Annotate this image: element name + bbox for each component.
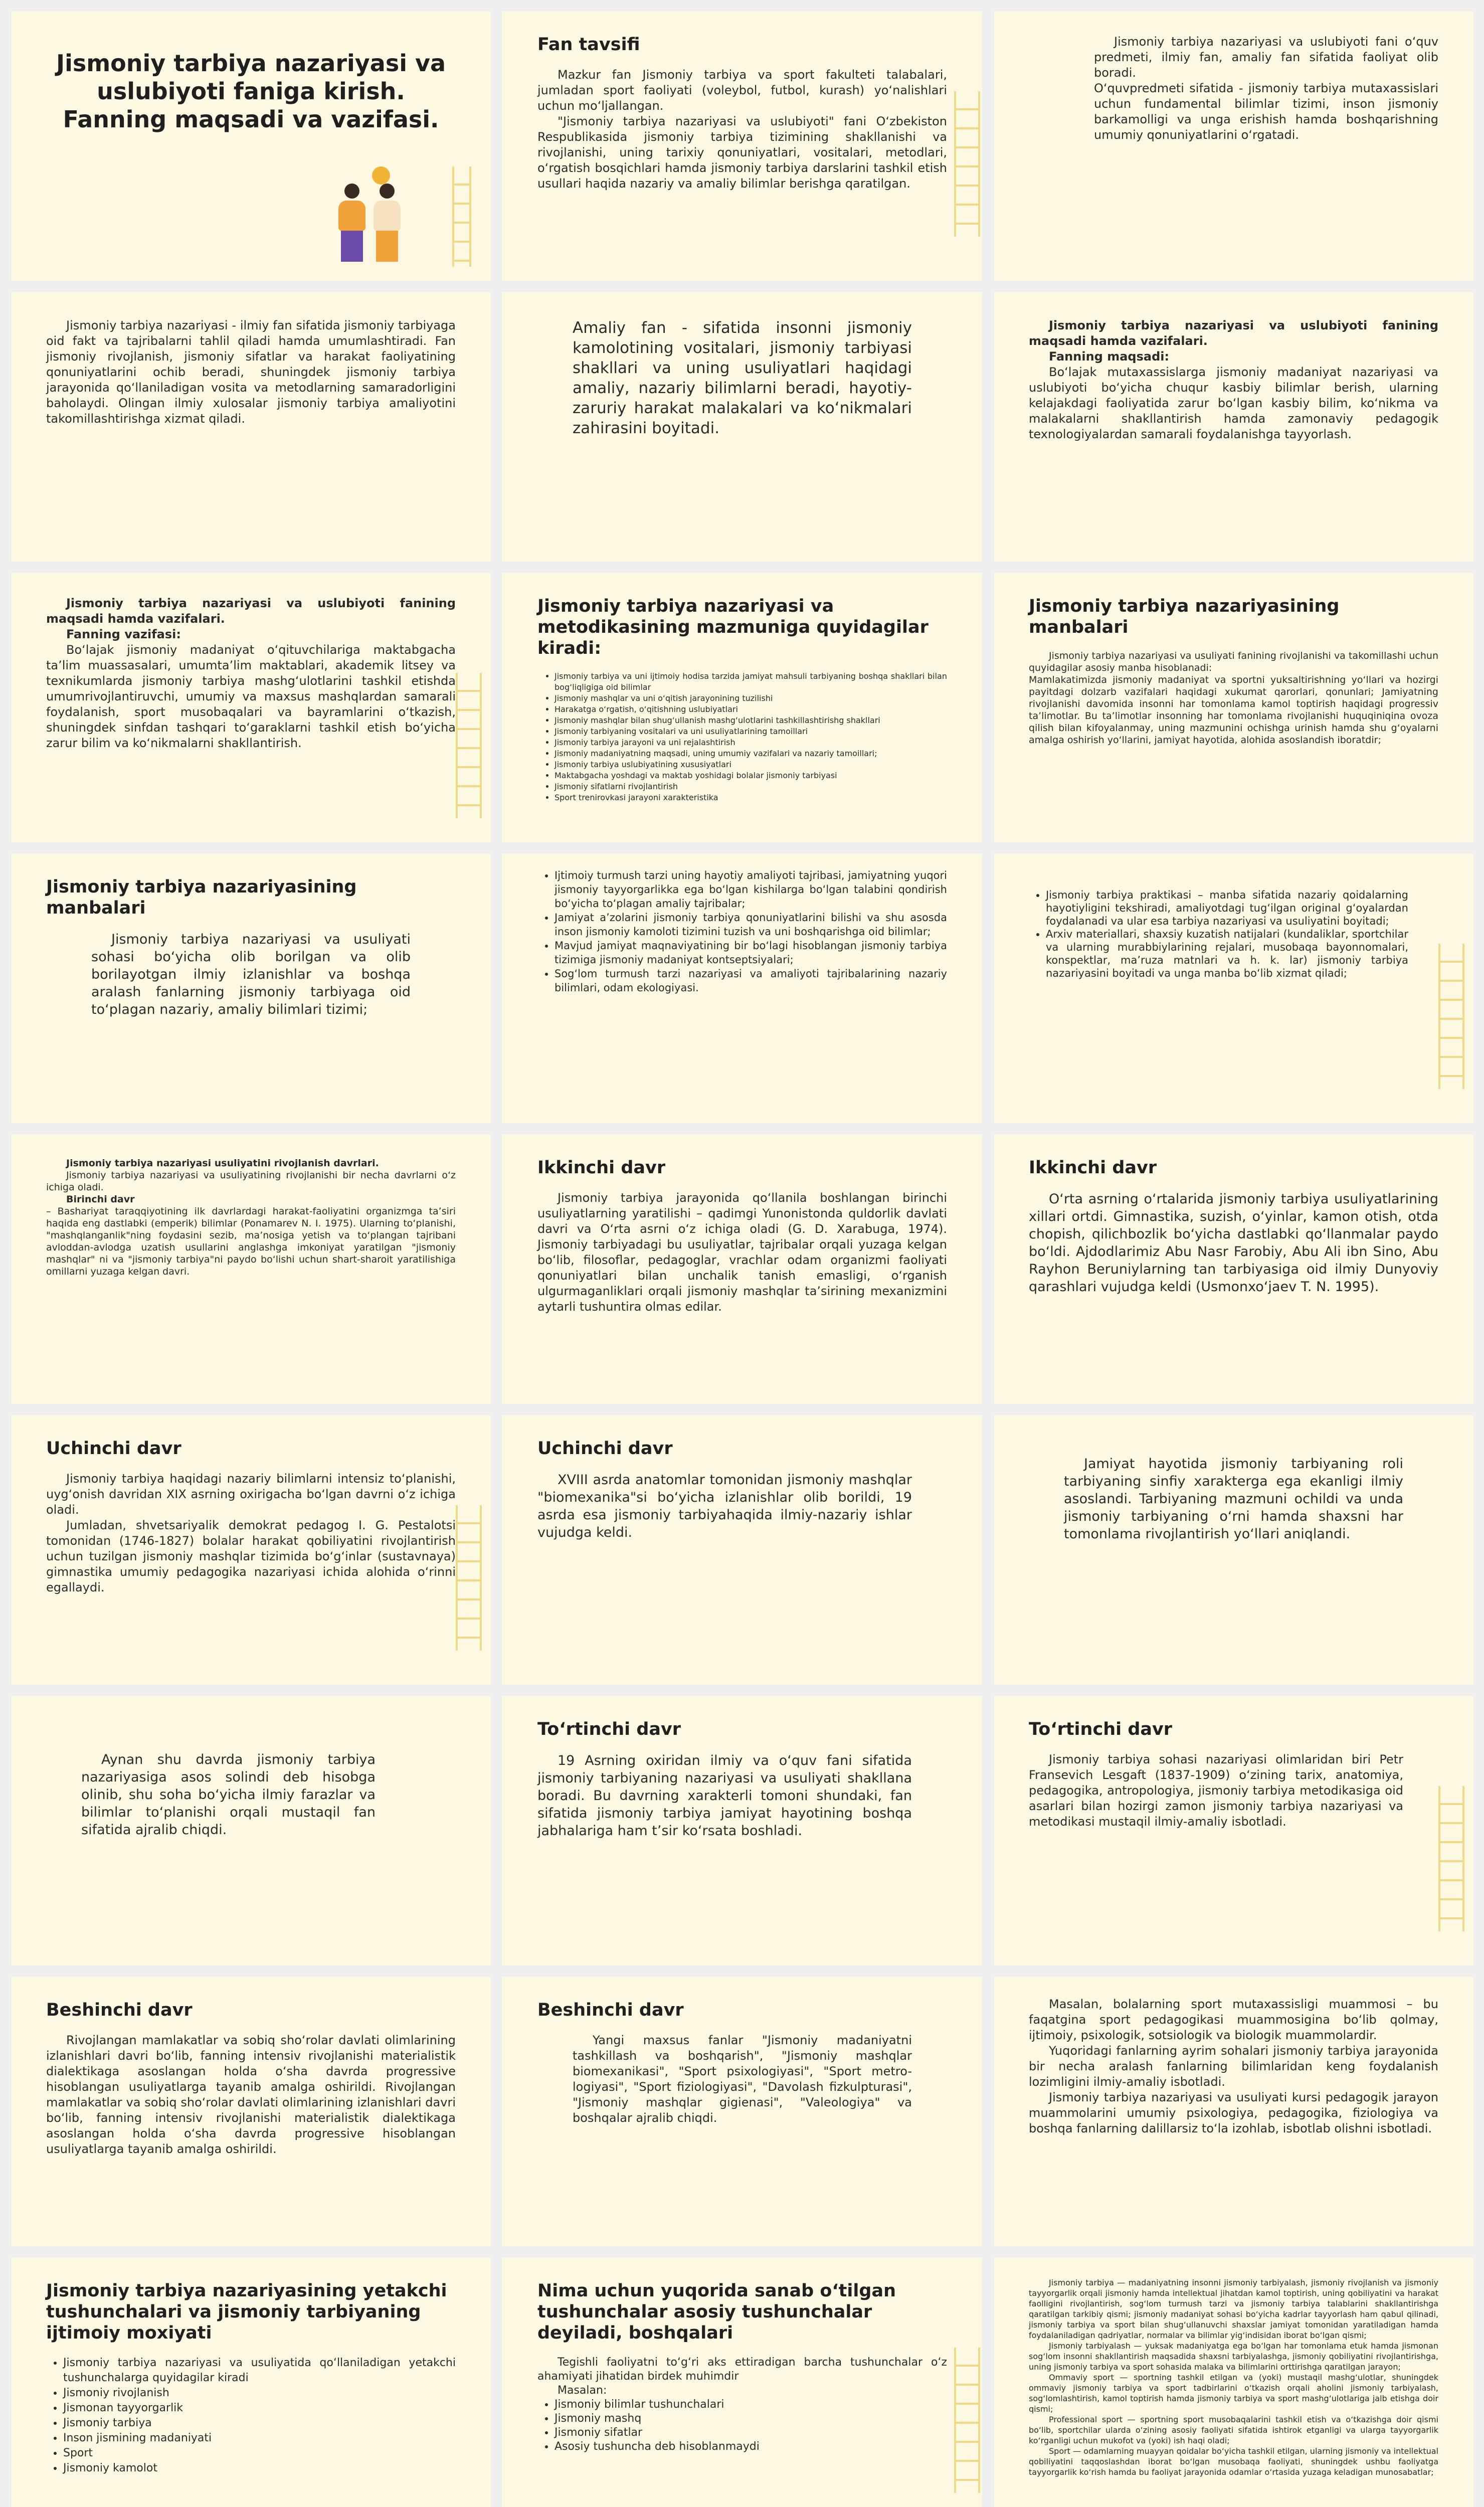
slide-6[interactable]: [994, 292, 1473, 562]
paragraph: Jismoniy tarbiya nazariyasi va usuliyati sohasi bo‘yicha olib borilgan va olib borilayotgan ilmiy izlanishlar va boshqa aralash fanlarning jismoniy tarbiyaga oid to‘plagan nazariy, amaliy bilimlari tizimi;: [91, 932, 411, 1017]
content-list: [537, 868, 947, 995]
slide-21[interactable]: [994, 1696, 1473, 1965]
list-item: • Jismoniy rivojlanish: [63, 2386, 456, 2401]
slide-16[interactable]: [11, 1415, 491, 1685]
slide-7[interactable]: [11, 573, 491, 842]
list-item: • Jismoniy mashqlar bilan shug‘ullanish mashg‘ulotlarini tashkillashtirishg shakllari: [554, 715, 947, 726]
paragraph: Amaliy fan - sifatida insonni jismoniy kamolotining vositalari, jismoniy tarbiyasi shakllari va uning usuliyatlari haqidagi amaliy, nazariy bilimlarni beradi, hayotiy-zaruriy harakat malakalari va ko‘nikmalari zahirasini boyitadi.: [573, 319, 912, 437]
subheading: Jismoniy tarbiya nazariyasi va uslubiyoti fanining maqsadi hamda vazifalari.: [46, 596, 456, 626]
list-item: • Jismoniy sifatlar: [554, 2426, 947, 2440]
list-item: • Arxiv materiallari, shaxsiy kuzatish natijalari (kundaliklar, sportchilar va ularning murabbiylarining rejalari, musobaqa bayonnomalari, konspektlar, ma’ruza matnlari va h. k. lar) jismoniy tarbiya nazariyasini boyitadi va unga manba bo‘lib xizmat qiladi;: [1046, 928, 1408, 980]
list-item: • Jismonan tayyorgarlik: [63, 2401, 456, 2416]
paragraph: Aynan shu davrda jismoniy tarbiya nazariyasiga asos solindi deb hisobga olinib, shu soha bo‘yicha ilmiy farazlar va bilimlar to‘planishi orqali mustaqil fan sifatida ajralib chiqdi.: [81, 1752, 376, 1838]
slide-27[interactable]: [994, 2257, 1473, 2507]
list-item: • Jismoniy mashqlar va uni o‘qitish jarayonining tuzilishi: [554, 693, 947, 704]
paragraph: Sport — odamlarning muayyan qoidalar bo‘yicha tashkil etilgan, ularning jismoniy va intellektual qobiliyatini taqqoslashdan iborat bo‘lgan musobaqa faoliyati, shuningdek ushbu faoliyatga tayyorgarlik ko‘rish hamda bu faoliyat jarayonida odamlar o‘rtasida yuzaga keladigan munosabatlar;: [1029, 2446, 1438, 2477]
list-item: • Jismoniy tarbiya uslubiyatining xususiyatlari: [554, 759, 947, 770]
paragraph: Jismoniy tarbiya nazariyasi va usuliyati fanining rivojlanishi va takomillashi uchun quyidagilar asosiy manba hisoblanadi:: [1029, 650, 1438, 673]
slide-title: Ikkinchi davr: [537, 1158, 666, 1178]
paragraph: Professional sport — sportning sport musobaqalarini tashkil etish va o‘tkazishga doir qismi bo‘lib, sportchilar ularda o‘zining asosiy faoliyati sifatida ishtirok etganligi va ularga tayyorgarlik ko‘rganligi uchun mukofot va (yoki) ish haqi oladi;: [1029, 2415, 1438, 2445]
slide-5[interactable]: [502, 292, 982, 562]
slide-2[interactable]: [502, 11, 982, 281]
paragraph: Jismoniy tarbiya nazariyasi va usuliyati kursi pedagogik jarayon muammolarini umumiy psixologiya, pedagogika, fiziologiya va boshqa fanlarning dalillarsiz to‘la izohlab, isbotlab olishni isbotladi.: [1029, 2090, 1438, 2135]
slide-26[interactable]: [502, 2257, 982, 2507]
paragraph: Jismoniy tarbiya jarayonida qo‘llanila boshlangan birinchi usuliyatlarning yaratilishi – qadimgi Yunonistonda quldorlik davlati davri va O‘rta asrni o‘z ichiga oladi (G. D. Xarabuga, 1974). Jismoniy tarbiyadagi bu usuliyatlar, tajribalar orqali yuzaga kelgan bo‘lib, filosoflar, pedagoglar, vrachlar odam organizmi faoliyati qonuniyatlari bilan unchalik tanish emasligi, o‘rganish ulgurmaganliklari orqali jismoniy mashqlar ta’sirining mexanizmini aytarli tushuntira olmas edilar.: [537, 1191, 947, 1314]
sports-people-illustration: [322, 161, 422, 262]
paragraph: Mazkur fan Jismoniy tarbiya va sport fakulteti talabalari, jumladan sport faoliyati (voleybol, futbol, kurash) yo‘nalishlari uchun mo‘ljallangan.: [537, 68, 947, 113]
content-list: [46, 2356, 456, 2476]
slide-9[interactable]: [994, 573, 1473, 842]
list-item: • Jismoniy kamolot: [63, 2461, 456, 2476]
slide-1[interactable]: [11, 11, 491, 281]
list-item: • Ijtimoiy turmush tarzi uning hayotiy amaliyoti tajribasi, jamiyatning yuqori jismoniy tayyorgarlikka ega bo‘lgan kishilarga bo‘lgan talabini qondirish bo‘yicha to‘plagan amaliy tajribalar;: [554, 868, 947, 911]
slide-title: Uchinchi davr: [46, 1439, 181, 1459]
content-list: [537, 2398, 947, 2454]
list-item: • Sport trenirovkasi jarayoni xarakteristika: [554, 792, 947, 803]
paragraph: Mamlakatimizda jismoniy madaniyat va sportni yuksaltirishning yo‘llari va hozirgi payitdagi dolzarb vazifalari haqidagi xukumat qarorlari, qonunlari; Jamiyatning rivojlanishi davomida insonni har tomonlama kamol toptirish haqidagi progressiv ta’limotlar. Bu ta’limotlar insonning har tomonlama rivojlanishi huquqiniqina ovoza qilish bilan kifoyalanmay, uning mazmunini ochishga urinish hamda shu g‘oyalarni amalga oshirish yo‘llarini, jamiyat hayotida, alohida asoslandish iboratdir;: [1029, 674, 1438, 746]
slide-12[interactable]: [994, 853, 1473, 1123]
ladder-decoration: [954, 91, 980, 237]
slide-4[interactable]: [11, 292, 491, 562]
list-item: • Jamiyat a’zolarini jismoniy tarbiya qonuniyatlarini bilishi va shu asosda inson jismoniy kamoloti tizimini tuzish va uni boshqarishga oid bilimlar;: [554, 911, 947, 939]
content-list: [537, 671, 947, 803]
slide-title: Beshinchi davr: [537, 2000, 684, 2020]
slide-title: Jismoniy tarbiya nazariyasining manbalari: [46, 877, 357, 918]
list-item: • Jismoniy sifatlarni rivojlantirish: [554, 781, 947, 792]
paragraph: Yangi maxsus fanlar "Jismoniy madaniyatni tashkillash va boshqarish", "Jismoniy mashqlar biomexanikasi", "Sport psixologiyasi", "Sport metro-logiyasi", "Sport fiziologiyasi", "Davolash fizkulpturasi", "Jismoniy mashqlar gigienasi", "Valeologiya" va boshqalar ajralib chiqdi.: [573, 2033, 912, 2125]
slide-22[interactable]: [11, 1977, 491, 2246]
ball-icon: [372, 166, 390, 185]
paragraph: Masalan, bolalarning sport mutaxassisligi muammosi – bu faqatgina sport pedagogikasi muammosigina bo‘lib qolmay, ijtimoiy, psixologik, sotsiologik va biologik muammolardir.: [1029, 1997, 1438, 2042]
list-item: • Mavjud jamiyat maqnaviyatining bir bo‘lagi hisoblangan jismoniy tarbiya tizimiga jismoniy madaniyat kontseptsiyalari;: [554, 939, 947, 967]
subheading: Masalan:: [558, 2384, 607, 2397]
slide-20[interactable]: [502, 1696, 982, 1965]
list-item: • Sog‘lom turmush tarzi nazariyasi va amaliyoti tajribalarining nazariy bilimlari, odam ekologiyasi.: [554, 967, 947, 995]
paragraph: Ommaviy sport — sportning tashkil etilgan va (yoki) mustaqil mashg‘ulotlar, shuningdek ommaviy jismoniy tarbiya va sport tadbirlarini o‘tkazish orqali aholini jismoniy tarbiyalash, sog‘lomlashtirish, kamol toptirish hamda jismoniy tarbiya va sport mashg‘ulotlariga jalb etishga doir qismi;: [1029, 2373, 1438, 2414]
paragraph: Tegishli faoliyatni to‘g‘ri aks ettiradigan barcha tushunchalar o‘z ahamiyati jihatidan birdek muhimdir: [537, 2356, 947, 2383]
slide-title: Fan tavsifi: [537, 35, 640, 55]
ladder-decoration: [1438, 944, 1464, 1089]
slide-title: Jismoniy tarbiya nazariyasining manbalari: [1029, 596, 1340, 637]
slide-title: Jismoniy tarbiya nazariyasining yetakchi tushunchalari va jismoniy tarbiyaning ijtimoiy moxiyati: [46, 2281, 447, 2343]
paragraph: – Bashariyat taraqqiyotining ilk davrlardagi harakat-faoliyatini organizmga ta’siri haqida eng dastlabki (emperik) bilimlar (Ponamarev N. I. 1975). Ularning to‘planishi, "mashqlanganlik"ning foydasini sezib, ma’nosiga yetish va to‘plangan tajribani avloddan-avlodga uzatish usullarini anglashga imkoniyat yaratilgan "jismoniy mashqlar" ni va "jismoniy tarbiya"ni paydo bo‘lishi uchun shart-sharoit yaratilishiga omillarni yuzaga kelgan davri.: [46, 1206, 456, 1277]
paragraph: Jismoniy tarbiya nazariyasi va usuliyatining rivojlanishi bir necha davrlarni o‘z ichiga oladi.: [46, 1170, 456, 1193]
list-item: • Jismoniy tarbiya va uni ijtimoiy hodisa tarzida jamiyat mahsuli tarbiyaning boshqa shakllari bilan bog‘liqligiga oid bilimlar: [554, 671, 947, 693]
ladder-decoration: [954, 2348, 980, 2493]
paragraph: O‘rta asrning o‘rtalarida jismoniy tarbiya usuliyatlarining xillari ortdi. Gimnastika, suzish, o‘yinlar, kamon otish, otda chopish, qilichbozlik bo‘yicha dastlabki qo‘llanmalar paydo bo‘ldi. Ajdodlarimiz Abu Nasr Farobiy, Abu Ali ibn Sino, Abu Rayhon Beruniylarning tan tarbiyasiga oid ilmiy Dunyoviy qarashlari vujudga keldi (Usmonxo‘jaev T. N. 1995).: [1029, 1191, 1438, 1295]
slide-10[interactable]: [11, 853, 491, 1123]
paragraph: Jismoniy tarbiya sohasi nazariyasi olimlaridan biri Petr Fransevich Lesgaft (1837-1909) o‘zining tarix, anatomiya, pedagogika, antropologiya, jismoniy tarbiya metodikasiga oid asarlari bilan hozirgi zamon jismoniy tarbiya nazariyasi va metodikasi mustaqil ilmiy-amaliy isbotladi.: [1029, 1752, 1403, 1829]
subheading: Jismoniy tarbiya nazariyasi va uslubiyoti fanining maqsadi hamda vazifalari.: [1029, 318, 1438, 348]
slide-title: Jismoniy tarbiya nazariyasi va metodikasining mazmuniga quyidagilar kiradi:: [537, 596, 929, 658]
paragraph: Rivojlangan mamlakatlar va sobiq sho‘rolar davlati olimlarining izlanishlari davri bo‘lib, fanning intensiv rivojlanishi materialistik dialektikaga asoslangan holda o‘sha davrda progressive hisoblangan usuliyatlarga tayanib amalga oshirildi. Rivojlangan mamlakatlar va sobiq sho‘rolar davlati olimlarining izlanishlari davri bo‘lib, fanning intensiv rivojlanishi materialistik dialektikaga asoslangan holda o‘sha davrda progressive hisoblangan usuliyatlarga tayanib amalga oshirildi.: [46, 2033, 456, 2156]
ladder-decoration: [456, 673, 482, 818]
slide-title: Uchinchi davr: [537, 1439, 673, 1459]
slide-title: To‘rtinchi davr: [537, 1719, 681, 1739]
slide-14[interactable]: [502, 1134, 982, 1404]
paragraph: Jamiyat hayotida jismoniy tarbiyaning roli tarbiyaning sinfiy xarakterga ega ekanligi ilmiy asoslandi. Tarbiyaning mazmuni ochildi va unda jismoniy tarbiyaning o‘rni hamda shaxsni har tomonlama rivojlantirish yo‘llari aniqlandi.: [1064, 1456, 1403, 1542]
paragraph: Bo‘lajak mutaxassislarga jismoniy madaniyat nazariyasi va uslubiyoti bo‘yicha chuqur kasbiy bilimlar berish, ularning kelajakdagi faoliyatida zarur bo‘lgan kasbiy bilim, ko‘nikma va malakalarni shakllantirish hamda zamonaviy pedagogik texnologiyalardan samarali foydalanishga tayyorlash.: [1029, 365, 1438, 441]
paragraph: Yuqoridagi fanlarning ayrim sohalari jismoniy tarbiya jarayonida bir necha aralash fanlarning bilimlaridan keng foydalanish lozimligini ilmiy-amaliy isbotladi.: [1029, 2044, 1438, 2089]
content-list: [1029, 888, 1438, 980]
subheading: Fanning vazifasi:: [66, 627, 181, 641]
slide-3[interactable]: [994, 11, 1473, 281]
list-item: • Jismoniy bilimlar tushunchalari: [554, 2398, 947, 2412]
slide-23[interactable]: [502, 1977, 982, 2246]
ladder-decoration: [456, 1505, 482, 1651]
slide-19[interactable]: [11, 1696, 491, 1965]
subheading: Fanning maqsadi:: [1049, 349, 1170, 364]
ladder-decoration: [452, 166, 471, 267]
paragraph: Bo‘lajak jismoniy madaniyat o‘qituvchilariga maktabgacha ta’lim muassasalari, umumta’lim maktablari, akademik litsey va texnikumlarda jismoniy tarbiya mashg‘ulotlarini tashkil etishda umumrivojlantiruvchi, umumiy va maxsus mashqlardan samarali foydalanish, sport musobaqalari va bayramlarini o‘tkazish, shuningdek sinfdan tashqari to‘garaklarni tashkil etish bo‘yicha zarur bilim va ko‘nikmalarni shakllantirish.: [46, 643, 456, 750]
slide-title: Ikkinchi davr: [1029, 1158, 1157, 1178]
slide-17[interactable]: [502, 1415, 982, 1685]
slide-25[interactable]: [11, 2257, 491, 2507]
slide-8[interactable]: [502, 573, 982, 842]
slide-13[interactable]: [11, 1134, 491, 1404]
list-item: • Jismoniy tarbiyaning vositalari va uni usuliyatlarining tamoillari: [554, 726, 947, 737]
list-item: • Harakatga o‘rgatish, o‘qitishning uslubiyatlari: [554, 704, 947, 715]
paragraph: "Jismoniy tarbiya nazariyasi va uslubiyoti" fani O‘zbekiston Respublikasida jismoniy tarbiya tizimining shakllanishi va rivojlanishi, uning tarixiy qonuniyatlari, vositalari, metodlari, o‘rgatish bosqichlari hamda jismoniy tarbiya darslarini tashkil etish usullari haqida nazariy va amaliy bilimlar berishga qaratilgan.: [537, 114, 947, 191]
list-item: • Jismoniy tarbiya: [63, 2416, 456, 2431]
paragraph: Jismoniy tarbiyalash — yuksak madaniyatga ega bo‘lgan har tomonlama etuk hamda jismonan sog‘lom insonni shakllantirish maqsadida shaxsni tarbiyalashga, jismoniy qobiliyatini rivojlantirishga, uning jismoniy tarbiya va sport sohasida malaka va bilimlarini orttirishga qaratilgan jarayon;: [1029, 2341, 1438, 2372]
slide-title: Nima uchun yuqorida sanab o‘tilgan tushunchalar asosiy tushunchalar deyiladi, boshqalari: [537, 2281, 896, 2343]
slide-24[interactable]: [994, 1977, 1473, 2246]
slide-title: To‘rtinchi davr: [1029, 1719, 1173, 1739]
paragraph: XVIII asrda anatomlar tomonidan jismoniy mashqlar "biomexanika"si bo‘yicha izlanishlar olib borildi, 19 asrda esa jismoniy tarbiyahaqida ilmiy-nazariy ishlar vujudga keldi.: [537, 1472, 912, 1540]
slide-title: Jismoniy tarbiya nazariyasi va uslubiyoti faniga kirish. Fanning maqsadi va vazifasi.: [56, 50, 446, 133]
list-item: • Jismoniy tarbiya jarayoni va uni rejalashtirish: [554, 737, 947, 748]
slide-15[interactable]: [994, 1134, 1473, 1404]
paragraph: Jismoniy tarbiya nazariyasi - ilmiy fan sifatida jismoniy tarbiyaga oid fakt va tajribalarni tahlil qiladi hamda umumlashtiradi. Fan jismoniy rivojlanish, jismoniy sifatlar va harakat faoliyatining qonuniyatlarini ochib beradi, shuningdek jismoniy tarbiya jarayonida qo‘llaniladigan vosita va metodlarning samaradorligini baholaydi. Olingan ilmiy xulosalar jismoniy tarbiya amaliyotini takomillashtirishga xizmat qiladi.: [46, 318, 456, 426]
paragraph: Jumladan, shvetsariyalik demokrat pedagog I. G. Pestalotsi tomonidan (1746-1827) bolalar harakat qobiliyatini rivojlantirish uchun tuzilgan jismoniy mashqlar tizimida bo‘g‘inlar (sustavnaya) gimnastika umumiy pedagogika nazariyasi ichida alohida o‘rinni egallaydi.: [46, 1518, 456, 1594]
subheading: Birinchi davr: [66, 1194, 135, 1205]
subheading: Jismoniy tarbiya nazariyasi usuliyatini rivojlanish davrlari.: [66, 1158, 379, 1169]
slide-18[interactable]: [994, 1415, 1473, 1685]
slide-title: Beshinchi davr: [46, 2000, 193, 2020]
slide-11[interactable]: [502, 853, 982, 1123]
paragraph: Jismoniy tarbiya haqidagi nazariy bilimlarni intensiz to‘planishi, uyg‘onish davridan XIX asrning oxirigacha bo‘lgan davrni o‘z ichiga oladi.: [46, 1472, 456, 1517]
list-item: • Sport: [63, 2446, 456, 2461]
list-item: • Asosiy tushuncha deb hisoblanmaydi: [554, 2440, 947, 2454]
paragraph: Jismoniy tarbiya nazariyasi va uslubiyoti fani o‘quv predmeti, ilmiy fan, amaliy fan sifatida faoliyat olib boradi.: [1094, 35, 1438, 80]
list-item: • Jismoniy tarbiya praktikasi – manba sifatida nazariy qoidalarning hayotiyligini tekshiradi, amaliyotdagi tug‘ilgan original g‘oyalardan foydalanadi va ular esa tarbiya nazariyasi va usuliyatini boyitadi;: [1046, 888, 1408, 928]
paragraph: O‘quvpredmeti sifatida - jismoniy tarbiya mutaxassislari uchun fundamental bilimlar tizimi, inson jismoniy barkamolligi va unga erishish hamda boshqarishning umumiy qonuniyatlarini o‘rgatadi.: [1094, 81, 1438, 142]
paragraph: Jismoniy tarbiya — madaniyatning insonni jismoniy tarbiyalash, jismoniy rivojlanish va jismoniy tayyorgarlik orqali jismoniy hamda intellektual jihatdan kamol toptirish, uning qobiliyatini va harakat faolligini rivojlantirish, sog‘lom turmush tarzi va jismoniy tarbiya talablarini shakllantirishga qaratilgan tarkibiy qismi; jismoniy madaniyat sohasi bo‘yicha kadrlar tayyorlash ham qabul qilinadi, jismoniy tarbiya va sport bilan shug‘ullanuvchi shaxslar jamiyat tomonidan yaratiladigan hamda foydalaniladigan qadriyatlar, normalar va bilimlar yig‘indisidan iborat bo‘lgan qismi;: [1029, 2278, 1438, 2340]
paragraph: 19 Asrning oxiridan ilmiy va o‘quv fani sifatida jismoniy tarbiyaning nazariyasi va usuliyati shakllana boradi. Bu davrning xarakterli tomoni shundaki, fan sifatida jismoniy tarbiya jamiyat hayotining boshqa jabhalariga ham t’sir ko‘rsata boshladi.: [537, 1753, 912, 1839]
list-item: • Jismoniy madaniyatning maqsadi, uning umumiy vazifalari va nazariy tamoillari;: [554, 748, 947, 759]
ladder-decoration: [1438, 1786, 1464, 1931]
list-item: • Maktabgacha yoshdagi va maktab yoshidagi bolalar jismoniy tarbiyasi: [554, 770, 947, 781]
list-item: • Jismoniy tarbiya nazariyasi va usuliyatida qo‘llaniladigan yetakchi tushunchalarga quyidagilar kiradi: [63, 2356, 456, 2386]
list-item: • Jismoniy mashq: [554, 2412, 947, 2426]
list-item: • Inson jismining madaniyati: [63, 2431, 456, 2446]
